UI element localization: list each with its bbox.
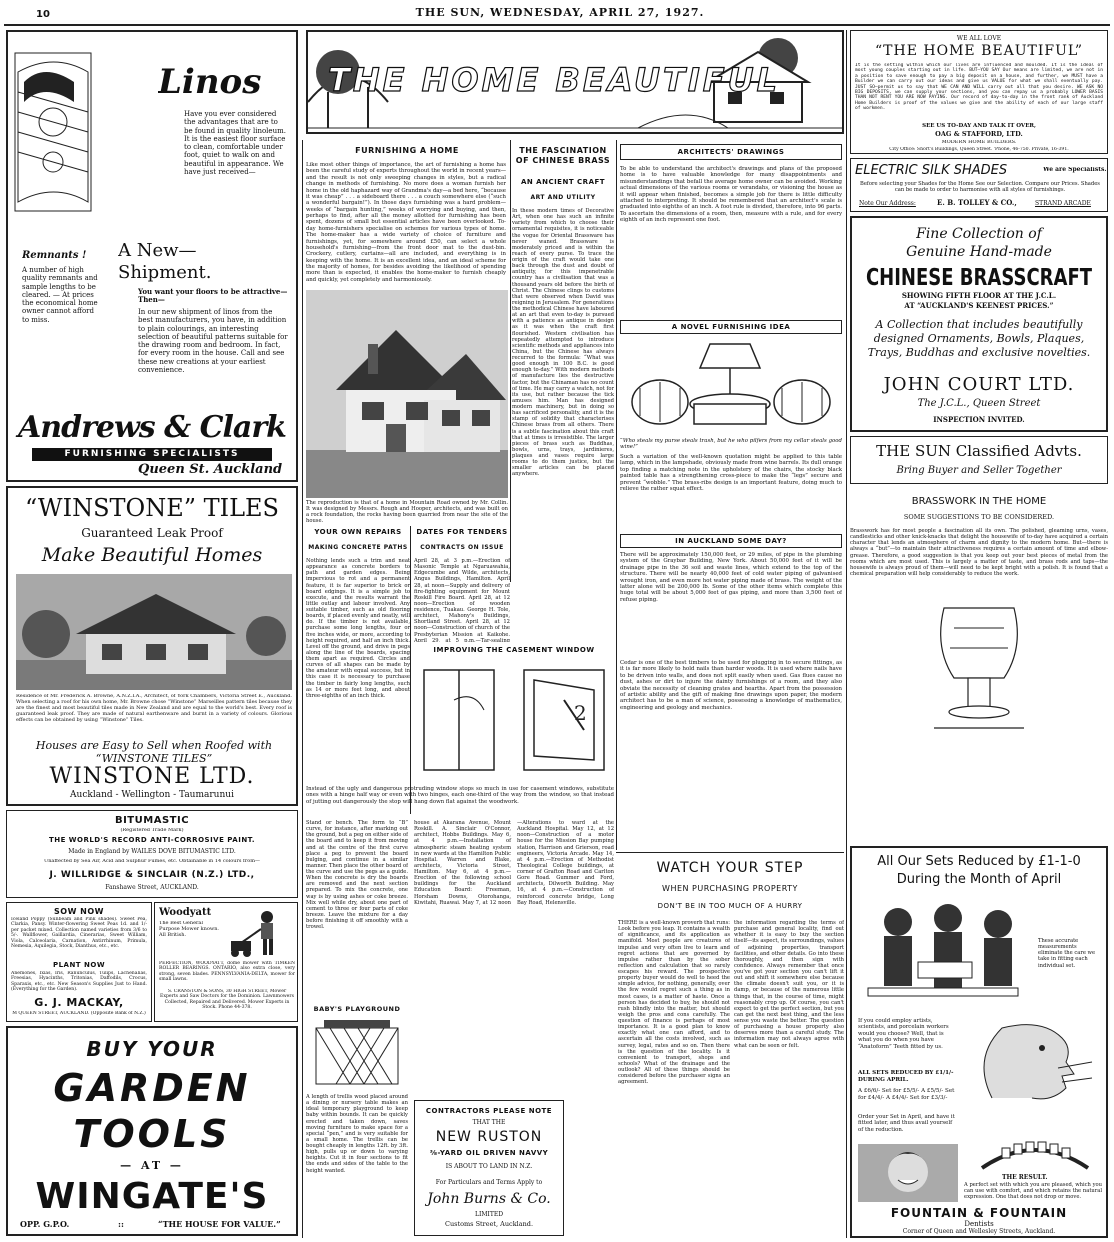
bitumastic-agent-address: Fanshawe Street, AUCKLAND.	[105, 884, 199, 891]
ruston-notice: CONTRACTORS PLEASE NOTE	[425, 1107, 553, 1115]
fountain-headline1: All Our Sets Reduced by £1-1-0	[877, 854, 1081, 869]
silk-name: E. B. TOLLEY & CO.,	[937, 199, 1017, 207]
ruston-company: John Burns & Co.	[427, 1191, 551, 1207]
woodyatt-ad	[154, 902, 298, 1022]
tenders-body: April 28, at 3 p.m.—Erection of Masonic Temple at Ngaruawahia, Edgecumbe and Wilde, architects, Angus Buildings, Hamilton. April 28, at noon—Supply and delivery of fire-fighting equipment for Mount Roskill Fire Board. April 28, at 12 noon—Erection of wooden residence, Tuakau. George H. Tole, architect, Mahony's Buildings, Shortland Street. April 28, at 12 noon—Construction of church of the Presbyterian Mission at Kaikohe. April 29, at 5 p.m.—Tar-sealing	[414, 558, 510, 642]
barrel-lamp-illustration	[620, 338, 842, 434]
winstone-caption: Residence of Mr. Frederick A. Browne, A.N.Z.I.A., Architect, of York Chambers, Victoria Street E., Auckland. When selecting a roof for his own home, Mr. Browne chose “Winstone” Marseilles pattern tiles because they are the finest and most beautiful tiles made in New Zealand and are equal to the world's best. Every roof is guaranteed leak proof. They are made of natural earthenware and burnt in a variety of colours. Glorious effects can be obtained by using “Winstone” Tiles.	[16, 694, 292, 723]
fountain-headline2: During the Month of April	[896, 872, 1062, 887]
linos-sub: You want your floors to be attractive—Then—	[138, 288, 288, 305]
ruston-terms: For Particulars and Terms Apply to	[435, 1179, 543, 1186]
woodyatt-title: Woodyatt	[159, 907, 212, 918]
winstone-tag: Houses are Easy to Sell when Roofed with “WINSTONE TILES”	[35, 740, 273, 765]
winstone-guarantee: Guaranteed Leak Proof	[81, 526, 223, 540]
woodyatt-sub: The Best General Purpose Mower known. All British.	[159, 921, 219, 938]
page-number: 10	[36, 9, 50, 20]
repairs-title: YOUR OWN REPAIRS	[314, 528, 402, 536]
brass-sub1: AN ANCIENT CRAFT	[520, 178, 606, 186]
oag-name: OAG & STAFFORD, LTD.	[935, 131, 1023, 138]
denture-illustration	[972, 1138, 1098, 1172]
court-line1: Fine Collection of	[916, 226, 1042, 242]
oag-stafford-ad	[850, 30, 1108, 154]
watch-body-continued: the information regarding the terms of purchase and general locality, find out whether it is easy to buy the section itself—its aspect, its surroundings, values of adjoining properties, transport facilities, and other details. Go into these thoroughly, and then sign with confidence. Always remember that once you've got your section you can't lift it out and shift it somewhere else because the climate doesn't suit you, or it is damp, or because of the numerous little things that, in the course of time, might reasonably crop up. Of course, you can't expect to get the perfect section, but you can get the next best thing, and the less sense you waste the better. The question of purchasing a house property also deserves more than a careful study. The information may not always agree with what can be seen or felt.	[734, 920, 844, 1049]
casement-title: IMPROVING THE CASEMENT WINDOW	[433, 646, 595, 654]
mackay-address: M QUEEN STREET, AUCKLAND. (Opposite Bank of N.Z.)	[12, 1011, 146, 1016]
tenders-subtitle: CONTRACTS ON ISSUE	[420, 544, 504, 551]
architects-title: ARCHITECTS' DRAWINGS	[677, 148, 785, 156]
woodyatt-agents: S. CRANSTON & SONS, 30 HIGH STREET, Mower Experts and Saw Doctors for the Dominion. Lawnmowers Collected, Repaired and Delivered. Mower Experts in Stock. Phone 44-378.	[160, 989, 294, 1011]
playground-title: BABY'S PLAYGROUND	[313, 1006, 401, 1013]
winstone-company: WINSTONE LTD.	[49, 764, 255, 789]
court-prices: AT “AUCKLAND'S KEENEST PRICES.”	[904, 302, 1054, 310]
silk-note: Note Our Address:	[859, 200, 916, 207]
oag-see: SEE US TO-DAY AND TALK IT OVER,	[922, 123, 1036, 129]
furnishing-caption: The reproduction is that of a home in Mountain Road owned by Mr. Collin. It was designed by Messrs. Rough and Hooper, architects, and was built on a rock foundation, the rocks having been quarried from near the site of the house.	[306, 500, 508, 525]
fountain-reduced: ALL SETS REDUCED BY £1/1/- DURING APRIL.	[858, 1070, 954, 1083]
casement-window-diagram	[414, 660, 614, 780]
mountain-road-house-photo	[306, 290, 508, 498]
winstone-title: “WINSTONE” TILES	[24, 494, 279, 522]
fountain-address: Corner of Queen and Wellesley Streets, Auckland.	[902, 1228, 1056, 1235]
mackay-list: Iceland Poppy (Sunbeam and Pink shades). Sweet Pea, Clarkia, Pansy. Winter-flowering Sweet Peas 1d. and 1/- per packet mixed. Collection named varieties from 3/6 to 5/-. Wallflower, Gaillardia, Cinerarias, Sweet William, Viola, Calceolaria, Carnation, Antirrhinum, Primula, Nemesia, Aquilegia, Stock, Dianthus, etc., etc.	[11, 917, 147, 950]
oag-body: It is the setting within which our lives are influenced and moulded. It is the ideal of most young couples starting out in life. BUT—YOU SAY Our means are limited, we are not in a position to save enough to pay a big deposit on a house, and further, we MUST have a Builder we can carry out our ideas and give us VALUE for what we shall eventually pay. JUST SO—permit us to say that WE CAN AND WILL carry out all that you desire. WE ASK NO BIG DEPOSITS, we can supply your sections, and you can repay us a probably LOWER BASIS THAN NOT RENT YOU ARE NOW PAYING. Our record of day-to-day in the front rank of Auckland Home Builders is proof of the values we give and the ability of each of our large staff of workmen.	[855, 63, 1103, 112]
bitumastic-claim: THE WORLD'S RECORD ANTI-CORROSIVE PAINT.	[48, 836, 256, 844]
wingate-ad	[6, 1026, 298, 1236]
ruston-due: IS ABOUT TO LAND IN N.Z.	[445, 1163, 533, 1170]
wingate-line3: TOOLS	[73, 1112, 231, 1156]
remnants-body: A number of high quality remnants and sample lengths to be cleared. — At prices the economical home owner cannot afford to miss.	[22, 266, 98, 324]
fountain-prices: A £6/6/- Set for £5/5/- A £5/5/- Set for £4/4/- A £4/4/- Set for £3/3/-	[858, 1088, 955, 1101]
brasswork-sub: SOME SUGGESTIONS TO BE CONSIDERED.	[903, 514, 1055, 521]
dentists-illustration	[858, 892, 1032, 1012]
bitumastic-ad	[6, 810, 298, 898]
watch-sub1: WHEN PURCHASING PROPERTY	[662, 884, 798, 893]
linos-title: Linos	[158, 62, 262, 102]
silk-specialists: We are Specialists.	[1043, 167, 1107, 173]
brasswork-title: BRASSWORK IN THE HOME	[911, 496, 1047, 507]
banner-title: THE HOME BEAUTIFUL	[328, 62, 780, 99]
bitumastic-note: Unaffected by Sea Air, Acid and Sulphur Fumes, etc. Obtainable in 14 colours from—	[44, 859, 260, 864]
lino-pattern-illustration	[14, 52, 92, 212]
novel-title: A NOVEL FURNISHING IDEA	[671, 323, 791, 331]
wingate-separator: ::	[118, 1220, 124, 1229]
bitumastic-agent: J. WILLRIDGE & SINCLAIR (N.Z.) LTD.,	[49, 870, 255, 880]
page-title: THE SUN, WEDNESDAY, APRIL 27, 1927.	[415, 7, 705, 19]
brass-body: In these modern times of Decorative Art, when one has such an infinite variety from which to choose their ornamental requisites, it is noticeable the vogue for Oriental Brassware has never waned. Brassware is moderately priced and is within the reach of every purse. To trace the origin of the craft would take one back through the dust and doubt of antiquity, for this impenetrable country has a civilisation that was a thousand years old before the birth of Christ. The Chinese clings to customs that were observed when David was reigning in Jerusalem. For generations the methodical Chinese have laboured at an art that even to-day is pursued with a patience as antique in design as it was when the craft first flourished. Western civilisation has repeatedly attempted to introduce scientific methods and appliances into China, but the Chinese has always recurred to the formula: “What was good enough in 100 B.C. is good enough to-day.” With modern methods of manufacture lies the destructive factor, but the Chinaman has no count of time. He may carry a watch, not for its use, but rather because the tick amuses him. Man has designed modern machinery, but in doing so has sacrificed personality, and it is the stamp of solidity that characterises Chinese brass from all others. There is a subtle fascination about this craft that at times is irresistible. The larger pieces of brass such as Buddhas, bowls, urns, trays, jardinieres, plaques and vases require large rooms to do them justice, but the smaller articles can be placed anywhere.	[512, 208, 614, 478]
sun-sub: Bring Buyer and Seller Together	[896, 465, 1062, 476]
linos-ad	[6, 30, 298, 482]
woodyatt-list: PERFECTION, WOODYATT, dome mower with TIMKEN ROLLER BEARINGS. ONTARIO, also extra close, very strong, seven blades. PENNSYLVANIA-DELTA, mower for small lawns.	[159, 961, 295, 983]
brasswork-body-left	[850, 590, 922, 740]
remnants-title: Remnants !	[22, 250, 87, 261]
mackay-title: SOW NOW	[54, 907, 104, 916]
wingate-line1: BUY YOUR	[86, 1038, 218, 1061]
auckland-title: IN AUCKLAND SOME DAY?	[675, 537, 787, 545]
fountain-result: THE RESULT.	[1002, 1174, 1048, 1181]
fountain-name: FOUNTAIN & FOUNTAIN	[890, 1206, 1068, 1220]
auckland-title-box	[620, 534, 842, 548]
furnishing-title: FURNISHING A HOME	[355, 146, 459, 155]
wingate-at: — AT —	[120, 1160, 184, 1172]
brass-title: THE FASCINATION OF CHINESE BRASS	[515, 146, 611, 165]
bitumastic-maker: Made in England by WAILES DOVE BITUMASTIC LTD.	[68, 848, 236, 855]
novel-title-box	[620, 320, 842, 334]
bitumastic-reg: (Registered Trade Mark)	[120, 828, 184, 833]
brasswork-body: Brasswork has for most people a fascination all its own. The polished, gleaming urns, vases, candlesticks and other knick-knacks that delight the housewife of to-day have acquired a certain character that lends an atmosphere of charm and dignity to the modern home. But—there is always a “but”—to maintain their attractiveness requires a certain amount of time and elbow-grease. Therefore, a good suggestion is that you keep out your best pieces of metal from the rooms which are most used. This is largely a matter of taste, and brass rods and taps—the housewife is always proud of them—will need to be kept bright with a polish. It is found that a chemical preparation will help considerably to reduce the work.	[850, 528, 1108, 577]
repairs-subtitle: MAKING CONCRETE PATHS	[308, 544, 408, 551]
oag-sub: MODERN HOME BUILDERS.	[941, 140, 1017, 145]
playground-illustration	[310, 1018, 404, 1090]
wingate-slogan: “THE HOUSE FOR VALUE.”	[158, 1220, 281, 1229]
court-line2: Genuine Hand-made	[906, 244, 1052, 260]
oag-address: City Office: Short's Buildings, Queen Street. 'Phone, 46-750. Private, 16-391.	[889, 147, 1069, 152]
wingate-name: WINGATE'S	[35, 1176, 269, 1217]
auckland-body: There will be approximately 150,000 feet, or 29 miles, of pipe in the plumbing system of the Graybar Building, New York. About 50,000 feet of it will be drainage pipe in the 36 soil and waste lines, which extend to the top of the structure. There will be nearly 40,000 feet of cold water piping of galvanised wrought iron, and even more hot water piping made of brass. The weight of the latter alone will be 200,000 lb. Some of the other items which complete this huge total will be about 5,000 feet of gas piping, and more than 3,500 feet of refuse piping.	[620, 552, 842, 603]
fountain-body: If you could employ artists, scientists, and porcelain workers would you choose? Well, that is what you do when you have “Anatoform” Teeth fitted by us.	[858, 1018, 949, 1050]
repairs-body: Nothing lends such a trim and neat appearance as concrete borders to path and garden edges. Being impervious to rot and a permanent feature, it is far superior to brick or board edgings. It is a simple job to execute, and the results warrant the little outlay and labour involved. Any suitable timber, such as old flooring boards, if placed evenly and neatly, will do. If the timber is not available, purchase some long lengths, four or five inches wide, or more, according to height required, and half an inch thick. Level off the ground, and drive in pegs along the line of the boards, spacing them apart as required. Circles and curves of all shapes can be made by the amateur with equal success, but in this case it is necessary to purchase the timber in fairly long lengths, such as 14 or more feet long, and about three-eighths of an inch thick.	[306, 558, 410, 699]
silk-shades-ad	[850, 158, 1108, 212]
tenders-continued: house at Akarana Avenue, Mount Roskill. A. Sinclair O'Connor, architect, Hobbs Buildings. May 6, at 4 p.m.—Installation of atmospheric steam heating system in new wards at the Hamilton Public Hospital. Warren and Blake, architects, Victoria Street, Hamilton. May 6, at 4 p.m.—Erection of the following school buildings for the Auckland Education Board: Freeman, Horsham Downs, Otorohanga, Kiwitahi, Ruawai. May 7, at 12 noon—Alterations to ward at the Auckland Hospital. May 12, at 12 noon—Construction of a motor house for the Mission Bay pumping station, Harrison and Grierson, road engineers, Victoria Arcade. May 14, at 4 p.m.—Erection of Methodist Theological College buildings, at corner of Grafton Road and Carlton Gore Road. Gummer and Ford, architects, Dilworth Building. May 16, at 4 p.m.—Construction of reinforced concrete bridge, Long Bay Road, Helensville.	[414, 820, 614, 906]
mackay-ad	[6, 902, 152, 1022]
john-court-ad	[850, 216, 1108, 432]
court-big: CHINESE BRASSCRAFT	[865, 264, 1093, 292]
architects-body: To be able to understand the architect's drawings and plans of the proposed home is to have valuable knowledge for many disappointments and misunderstandings that befall the average home owner can be avoided. Working actual dimensions of the various rooms or verandahs, or visioning the house as it will appear when finished, becomes a simple job for there is little difficulty attached to interpreting. It should be remembered that an architect's scale is graduated into eighths of an inch. A foot rule is divided, therefore, into 96 parts. To ascertain the dimensions of a room, then, measure with a rule, and for every eighth of an inch represent one foot.	[620, 166, 842, 223]
silk-body: Before selecting your Shades for the Home See our Selection. Compare our Prices. Shades can be made to order to harmonise with all styles of furnishings.	[860, 181, 1100, 194]
furnishing-body: Like most other things of importance, the art of furnishing a home has been the careful study of experts throughout the world in recent years—and the result is not only sweeping changes in styles, but a radical change in methods of furnishing. No more does a woman furnish her home in the old haphazard way of Grandma's day—a bed here, “because it was cheap” . . . a sideboard there . . . a couch somewhere else (“such a wonderful bargain!”). In those days furnishing was a hard problem—weeks of “bargain hunting,” weeks of worrying and buying, and then, perhaps to find, after all the money allotted for furnishing has been spent, dozens of small but essential articles have been overlooked. To-day home-furnishers specialise on schemes for various types of home. The home-maker has a wide variety of choice of furniture and furnishings, yet, for somewhere around £50, can select a whole household's furnishing—from the front door mat to the dust-bin. Crockery, cutlery, curtains—all are included, and everything is in keeping with the home. It is an excellent idea, and an ideal scheme for the majority of homes, for besides avoiding the likelihood of spending more than is expected, it enables the home-maker to furnish cheaply and quickly, yet completely and harmoniously.	[306, 162, 506, 282]
svg-text:2: 2	[574, 701, 587, 725]
brand-subtitle: FURNISHING SPECIALISTS	[32, 448, 272, 461]
winstone-slogan: Make Beautiful Homes	[41, 544, 263, 566]
novel-body: Such a variation of the well-known quotation might be applied to this table lamp, which in the lampshade, obviously made from wine barrels. Its dull orange top finding a matching note in the upholstery of the chairs, the stocky black painted table has a strengthening cross-piece to make the “legs” secure and prevent “wobble.” The brass-ribs design is an important feature, doing much to relieve the rather squat effect.	[620, 454, 842, 492]
mower-boy-illustration	[227, 909, 293, 959]
wingate-line2: GARDEN	[53, 1066, 251, 1110]
silk-street: STRAND ARCADE	[1035, 200, 1091, 207]
face-profile-illustration	[962, 1018, 1102, 1108]
playground-body: A length of trellis wood placed around a dining or nursery table makes an ideal temporary playground to keep baby within bounds. It can be quickly erected and taken down, saves moving furniture to make space for a special “pen,” and is very suitable for a small home. The trellis can be bought cheaply in lengths 12ft. by 3ft. high, pulls up or down to varying heights. Cut it in four sections to fit the ends and sides of the table to the height wanted.	[306, 1094, 408, 1174]
brand-address: Queen St. Auckland	[138, 462, 283, 477]
sun-classified-ad	[850, 436, 1108, 484]
fountain-side: These accurate measurements eliminate the care we take in fitting each individual set.	[1038, 938, 1096, 969]
repairs-continued: Stand or bench. The form to “B” curve, for instance, after marking out the ground, but a peg on either side of the board and to keep it from moving and at the centre of the first curve place a peg to prevent the board bulging, and continue in a similar manner. Then place the other board of the curve and use the pegs as a guide. When the concrete is dry the boards are removed and the next section prepared. To mix the concrete, one way is by using ashes or coke breeze. Mix well while dry, about one part of cement to three or four parts of coke breeze. Leave the mixture for a day before finishing it off smoothly with a trowel.	[306, 820, 408, 931]
novel-caption: “Who steals my purse steals trash, but he who pilfers from my cellar steals good wine!”	[620, 438, 842, 451]
oag-top: WE ALL LOVE	[956, 35, 1002, 42]
casement-body: Instead of the ugly and dangerous protruding window stops so much in use for casement windows, substitute ones with a hinge half way or even with two hinges, each one-third of the way from the window, so that instead of jutting out dangerously the stop will hang down flat against the woodwork.	[306, 786, 614, 805]
winstone-towns: Auckland - Wellington - Taumarunui	[70, 790, 234, 800]
mackay-plant-list: Anemones, Ixias, Iris, Ranunculus, Tulips, Lachenalias, Freesias, Hyacinths, Tritonias, Daffodils, Crocus, Sparaxis, etc., etc. New Season's Supplies Just to Hand. (Everything for the Garden).	[11, 971, 147, 993]
winstone-ad	[6, 486, 298, 806]
brass-sub2: ART AND UTILITY	[530, 194, 596, 201]
bitumastic-title: BITUMASTIC	[114, 815, 190, 826]
ruston-name: NEW RUSTON	[435, 1129, 543, 1145]
fountain-order: Order your Set in April, and have it fitted later, and thus avail yourself of the reduction.	[858, 1114, 955, 1133]
linos-intro: Have you ever considered the advantages that are to be found in quality linoleum. It is the easiest floor surface to clean, comfortable under foot, quiet to walk on and beautiful in appearance. We have just received—	[184, 110, 286, 176]
architects-title-box	[620, 144, 842, 160]
ruston-desc: ⅜-YARD OIL DRIVEN NAVVY	[429, 1149, 549, 1157]
court-show: SHOWING FIFTH FLOOR AT THE J.C.L.	[901, 292, 1057, 300]
ruston-address: Customs Street, Auckland.	[444, 1221, 534, 1228]
linos-heading: A New— Shipment.	[118, 240, 212, 283]
winstone-house-photo	[16, 574, 292, 690]
brand-logo: Andrews & Clark	[18, 410, 286, 445]
court-collection: A Collection that includes beautifully designed Ornaments, Bowls, Plaques, Trays, Buddhas and exclusive novelties.	[867, 318, 1091, 359]
tenders-title: DATES FOR TENDERS	[416, 528, 508, 536]
court-name: JOHN COURT LTD.	[883, 374, 1075, 395]
linos-body: In our new shipment of linos from the best manufacturers, you have, in addition to plain colourings, an interesting selection of beautiful patterns suitable for the drawing room and bedroom. In fact, for every room in the house. Call and see these new creations at your earliest convenience.	[138, 308, 288, 374]
watch-sub2: DON'T BE IN TOO MUCH OF A HURRY	[657, 902, 803, 910]
brass-items-illustration	[924, 588, 1034, 738]
smiling-woman-photo	[858, 1144, 958, 1202]
watch-title: WATCH YOUR STEP	[656, 860, 804, 876]
fountain-sub: Dentists	[964, 1220, 994, 1228]
ruston-ltd: LIMITED	[474, 1211, 504, 1218]
court-sub: The J.C.L., Queen Street	[917, 398, 1041, 409]
home-beautiful-banner	[306, 30, 844, 134]
oag-title: “THE HOME BEAUTIFUL”	[875, 43, 1083, 59]
fountain-ad	[850, 846, 1108, 1238]
silk-title: ELECTRIC SILK SHADES	[855, 163, 1008, 178]
cedar-body: Cedar is one of the best timbers to be used for plugging in to secure fittings, as it is far more likely to hold nails than harder woods. It is used where nails have to be driven into walls, and does not split easily when used. Gas flues cause no dust, ashes or dirt to injure the dainty furnishings of a room, and they also obviate the necessity of cleaning grates and hearths. Apart from the possession of artistic ability and the gift of making fine drawings upon paper, the modern architect has to be a man of science, possessing a knowledge of mathematics, engineering and geology and mechanics.	[620, 660, 842, 711]
mackay-plant: PLANT NOW	[52, 961, 106, 969]
mackay-name: G. J. MACKAY,	[34, 997, 124, 1009]
sun-title: THE SUN Classified Advts.	[876, 443, 1082, 460]
ruston-that: THAT THE	[472, 1119, 506, 1126]
wingate-location: OPP. G.P.O.	[20, 1220, 70, 1229]
court-invite: INSPECTION INVITED.	[933, 416, 1025, 424]
fountain-result-body: A perfect set with which you are pleased, which you can use with comfort, and which retains the natural expression. One that does not drop or move.	[964, 1182, 1102, 1201]
ruston-ad	[414, 1100, 564, 1236]
watch-body: THERE is a well-known proverb that runs: Look before you leap. It contains a wealth of significance, and its application as manifold. Most people are creatures of impulse and very often live to learn and regret actions that are governed by impulse rather than by the sober reflection and calculation that so rarely escapes his reward. The prospective property buyer would do well to heed the simple advice, for nothing, generally, over the few would regret such a thing as in most cases, is a matter of haste. Once a person has decided to buy, he should not rush blindly into the matter, but should weigh the pros and cons carefully. The question of finance is perhaps of most importance. It is a good plan to know exactly what one can afford, and to ascertain all the costs involved, such as survey, legal, rates and so on. Then there is the question of the locality. Is it convenient to transport, shops and schools? What of the drainage and the outlook? All of these things should be considered before the purchaser signs an agreement.	[618, 920, 730, 1086]
